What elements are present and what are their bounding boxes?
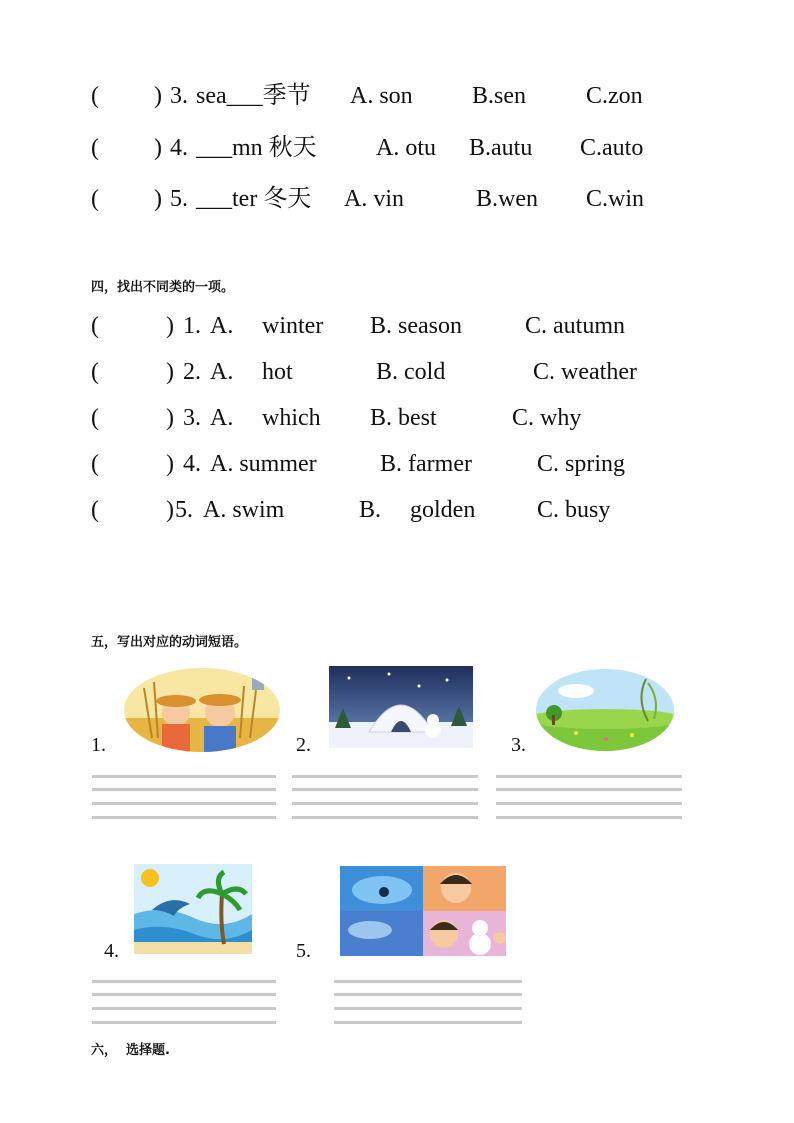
option-b: B. cold <box>376 359 446 385</box>
question-number: 2. <box>183 359 201 385</box>
paren-open: ( <box>91 186 99 212</box>
paren-open: ( <box>91 405 99 431</box>
question-number: 3. <box>170 83 188 109</box>
answer-blank[interactable]: ) <box>154 83 162 109</box>
answer-blank[interactable]: ) <box>166 359 174 385</box>
option-c: C. autumn <box>525 313 625 339</box>
section-heading: 六， 选择题. <box>91 1043 170 1058</box>
option-a: A. vin <box>344 186 404 212</box>
option-a: A. <box>210 313 234 339</box>
option-c: C. why <box>512 405 582 431</box>
paren-open: ( <box>91 135 99 161</box>
item-label: 5. <box>296 940 311 962</box>
question-number: 1. <box>183 313 201 339</box>
option-c: C. spring <box>537 451 626 477</box>
paren-open: ( <box>91 451 99 477</box>
answer-blank[interactable]: ) <box>166 451 174 477</box>
option-c: C.win <box>586 186 645 212</box>
paren-open: ( <box>91 497 99 523</box>
option-c: C.zon <box>586 83 643 109</box>
option-c: C.auto <box>580 135 644 161</box>
option-b: B. farmer <box>380 451 472 477</box>
question-number: 4. <box>183 451 201 477</box>
item-label: 4. <box>104 940 119 962</box>
option-b: B.wen <box>476 186 538 212</box>
spring-meadow-image <box>536 669 674 751</box>
option-b: B. season <box>370 313 462 339</box>
paren-open: ( <box>91 313 99 339</box>
option-a: A. swim <box>203 497 285 523</box>
option-b-word: golden <box>410 497 476 523</box>
option-a-word: which <box>262 405 321 431</box>
option-b: B.sen <box>472 83 526 109</box>
option-c: C. busy <box>537 497 611 523</box>
question-number: 3. <box>183 405 201 431</box>
paren-open: ( <box>91 359 99 385</box>
answer-blank[interactable]: ) <box>166 313 174 339</box>
option-a: A. son <box>350 83 413 109</box>
option-b: B.autu <box>469 135 533 161</box>
option-a-word: hot <box>262 359 293 385</box>
answer-blank[interactable]: ) <box>166 497 174 523</box>
item-label: 1. <box>91 734 106 756</box>
option-a: A. summer <box>210 451 317 477</box>
option-c: C. weather <box>533 359 637 385</box>
question-stem: sea___季节 <box>196 83 311 109</box>
seasons-collage-image <box>340 866 506 956</box>
question-number: 4. <box>170 135 188 161</box>
harvest-farmers-image <box>124 668 280 752</box>
question-number: 5. <box>175 497 193 523</box>
question-number: 5. <box>170 186 188 212</box>
option-a: A. <box>210 359 234 385</box>
answer-blank[interactable]: ) <box>154 186 162 212</box>
question-stem: ___mn 秋天 <box>196 135 317 161</box>
answer-blank[interactable]: ) <box>154 135 162 161</box>
item-label: 2. <box>296 734 311 756</box>
option-a: A. <box>210 405 234 431</box>
option-a-word: winter <box>262 313 324 339</box>
snow-igloo-image <box>329 666 473 748</box>
option-b: B. <box>359 497 382 523</box>
section-heading: 四，找出不同类的一项。 <box>91 280 235 295</box>
question-stem: ___ter 冬天 <box>196 186 312 212</box>
option-b: B. best <box>370 405 437 431</box>
option-a: A. otu <box>376 135 436 161</box>
answer-blank[interactable]: ) <box>166 405 174 431</box>
item-label: 3. <box>511 734 526 756</box>
beach-dolphin-image <box>134 864 252 954</box>
paren-open: ( <box>91 83 99 109</box>
section-heading: 五，写出对应的动词短语。 <box>91 635 248 650</box>
